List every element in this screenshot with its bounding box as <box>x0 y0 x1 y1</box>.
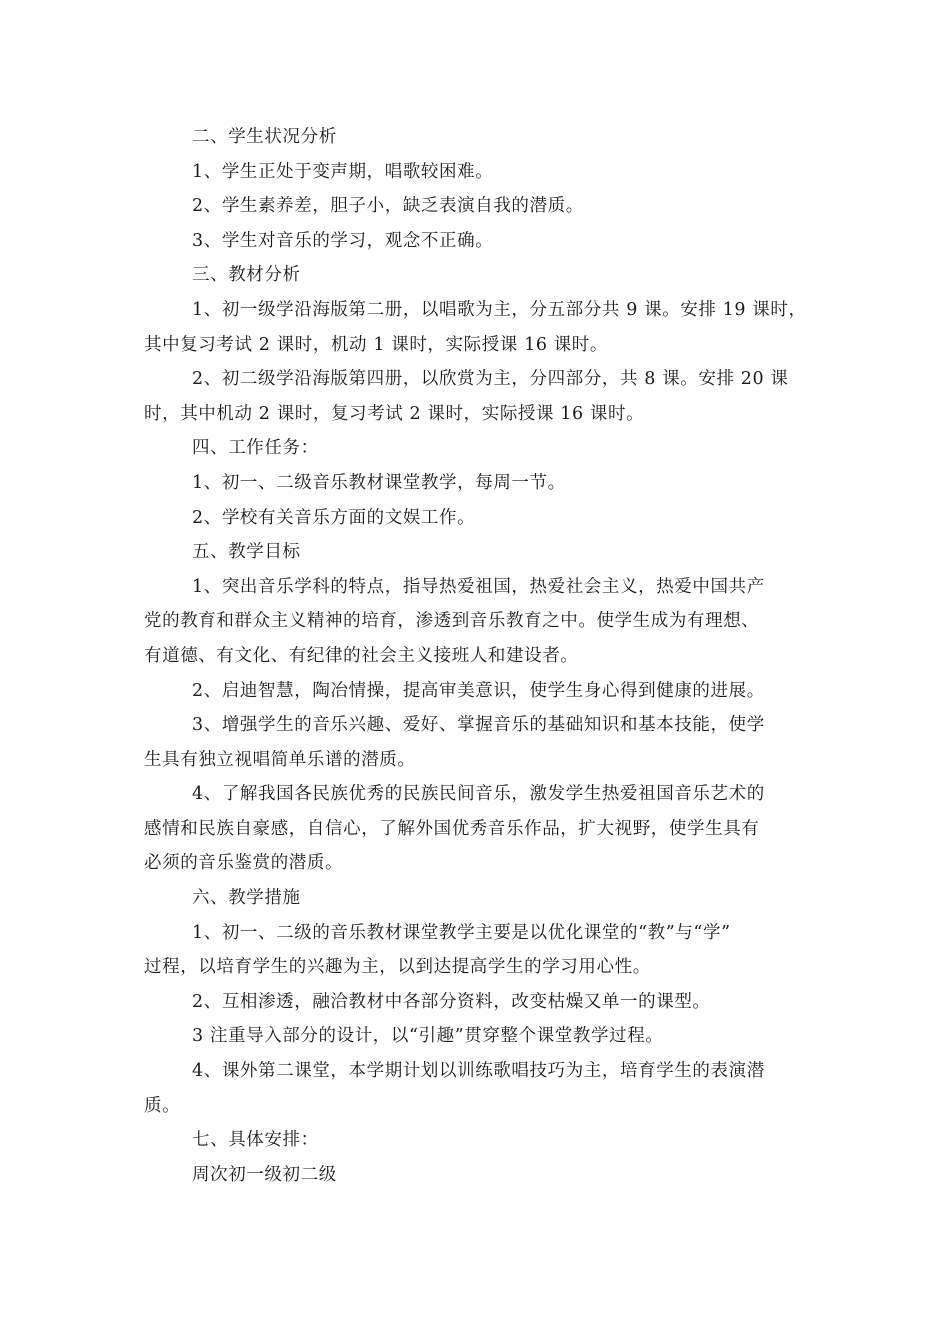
text-line: 2、学校有关音乐方面的文娱工作。 <box>192 507 476 528</box>
text-line: 质。 <box>144 1095 181 1116</box>
text-line: 必须的音乐鉴赏的潜质。 <box>144 853 344 874</box>
document-body <box>144 120 807 1192</box>
text-line: 生具有独立视唱简单乐谱的潜质。 <box>144 749 416 770</box>
text-line: 二、学生状况分析 <box>192 127 337 147</box>
text-line: 4、了解我国各民族优秀的民族民间音乐，激发学生热爱祖国音乐艺术的 <box>192 784 765 805</box>
text-line: 过程，以培育学生的兴趣为主，以到达提高学生的学习用心性。 <box>144 957 651 978</box>
text-line: 感情和民族自豪感，自信心，了解外国优秀音乐作品，扩大视野，使学生具有 <box>144 818 760 839</box>
text-line: 3、增强学生的音乐兴趣、爱好、掌握音乐的基础知识和基本技能，使学 <box>192 715 765 736</box>
text-line: 其中复习考试 2 课时，机动 1 课时，实际授课 16 课时。 <box>144 334 609 355</box>
text-line: 2、初二级学沿海版第四册，以欣赏为主，分四部分，共 8 课。安排 20 课 <box>192 369 789 390</box>
text-line: 1、学生正处于变声期，唱歌较困难。 <box>192 161 494 182</box>
text-line: 三、教材分析 <box>192 265 301 286</box>
text-line: 四、工作任务： <box>192 438 319 459</box>
text-line: 七、具体安排： <box>192 1130 319 1151</box>
text-line: 有道德、有文化、有纪律的社会主义接班人和建设者。 <box>144 645 579 666</box>
text-line: 1、初一、二级的音乐教材课堂教学主要是以优化课堂的“教”与“学” <box>192 922 731 943</box>
text-line: 党的教育和群众主义精神的培育，渗透到音乐教育之中。使学生成为有理想、 <box>144 611 760 632</box>
text-line: 1、初一、二级音乐教材课堂教学，每周一节。 <box>192 472 566 493</box>
text-line: 五、教学目标 <box>192 542 301 563</box>
text-line: 1、突出音乐学科的特点，指导热爱祖国，热爱社会主义，热爱中国共产 <box>192 576 765 597</box>
text-line: 3 注重导入部分的设计，以“引趣”贯穿整个课堂教学过程。 <box>192 1026 664 1047</box>
text-line: 4、课外第二课堂，本学期计划以训练歌唱技巧为主，培育学生的表演潜 <box>192 1061 765 1082</box>
text-line: 2、学生素养差，胆子小，缺乏表演自我的潜质。 <box>192 196 584 217</box>
text-line: 1、初一级学沿海版第二册，以唱歌为主，分五部分共 9 课。安排 19 课时， <box>192 299 807 320</box>
text-line: 2、启迪智慧，陶冶情操，提高审美意识，使学生身心得到健康的进展。 <box>192 680 765 701</box>
text-line: 3、学生对音乐的学习，观念不正确。 <box>192 230 494 251</box>
text-line: 时，其中机动 2 课时，复习考试 2 课时，实际授课 16 课时。 <box>144 403 645 424</box>
text-line: 2、互相渗透，融洽教材中各部分资料，改变枯燥又单一的课型。 <box>192 991 711 1012</box>
text-line: 周次初一级初二级 <box>192 1164 337 1185</box>
text-line: 六、教学措施 <box>192 888 301 909</box>
